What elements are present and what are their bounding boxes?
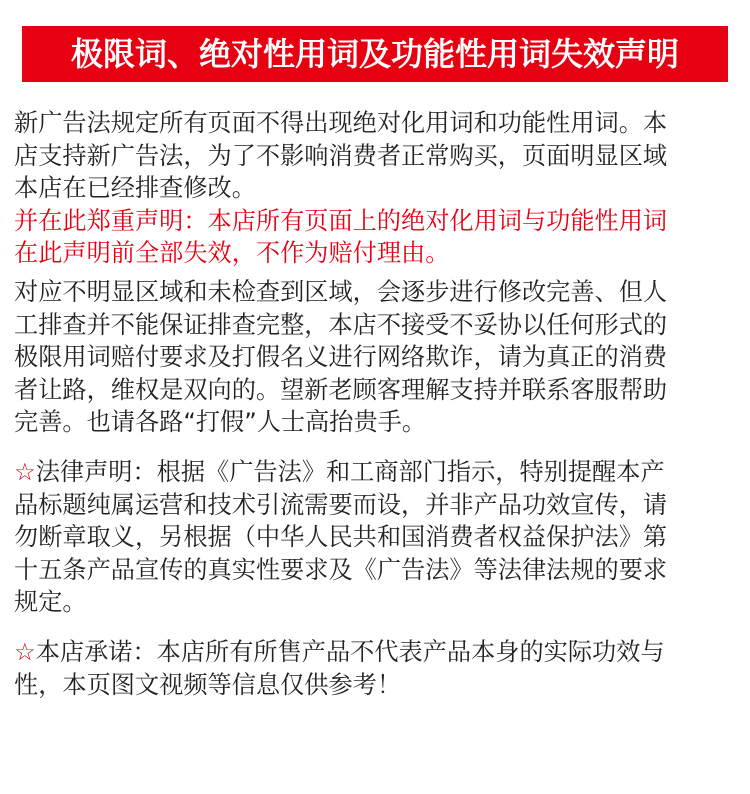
paragraph-line: 对应不明显区域和未检查到区域，会逐步进行修改完善、但人 — [14, 278, 668, 306]
declaration-line: 在此声明前全部失效，不作为赔付理由。 — [14, 239, 450, 267]
title-banner: 极限词、绝对性用词及功能性用词失效声明 — [22, 26, 728, 82]
paragraph-line: 性，本页图文视频等信息仅供参考！ — [14, 670, 402, 699]
paragraph-line: 新广告法规定所有页面不得出现绝对化用词和功能性用词。本 — [14, 109, 668, 137]
declaration-line: 并在此郑重声明：本店所有页面上的绝对化用词与功能性用词 — [14, 206, 668, 235]
paragraph-line: 店支持新广告法，为了不影响消费者正常购买，页面明显区域 — [14, 141, 668, 170]
paragraph-line: 工排查并不能保证排查完整，本店不接受不妥协以任何形式的 — [14, 310, 668, 339]
paragraph-line: 规定。 — [14, 588, 87, 616]
paragraph-correction — [14, 276, 739, 439]
paragraph-line: 十五条产品宣传的真实性要求及《广告法》等法律法规的要求 — [14, 555, 668, 584]
star-icon: ☆ — [14, 458, 36, 486]
legal-statement-text: 法律声明：根据《广告法》和工商部门指示，特别提醒本产 — [35, 458, 665, 486]
paragraph-store-promise — [14, 636, 739, 701]
paragraph-line: 勿断章取义，另根据（中华人民共和国消费者权益保护法》第 — [14, 523, 668, 551]
paragraph-legal-statement — [14, 456, 739, 619]
paragraph-line — [14, 636, 739, 669]
paragraph-notice — [14, 107, 739, 270]
paragraph-line: 本店在已经排查修改。 — [14, 174, 256, 202]
paragraph-line: 者让路，维权是双向的。望新老顾客理解支持并联系客服帮助 — [14, 375, 668, 404]
star-icon: ☆ — [14, 638, 36, 666]
paragraph-line — [14, 456, 739, 489]
paragraph-line: 极限用词赔付要求及打假名义进行网络欺诈，请为真正的消费 — [14, 343, 668, 371]
store-promise-text: 本店承诺：本店所有所售产品不代表产品本身的实际功效与 — [35, 638, 665, 666]
paragraph-line: 品标题纯属运营和技术引流需要而设，并非产品功效宣传，请 — [14, 490, 668, 519]
paragraph-line: 完善。也请各路“打假”人士高抬贵手。 — [14, 408, 427, 436]
